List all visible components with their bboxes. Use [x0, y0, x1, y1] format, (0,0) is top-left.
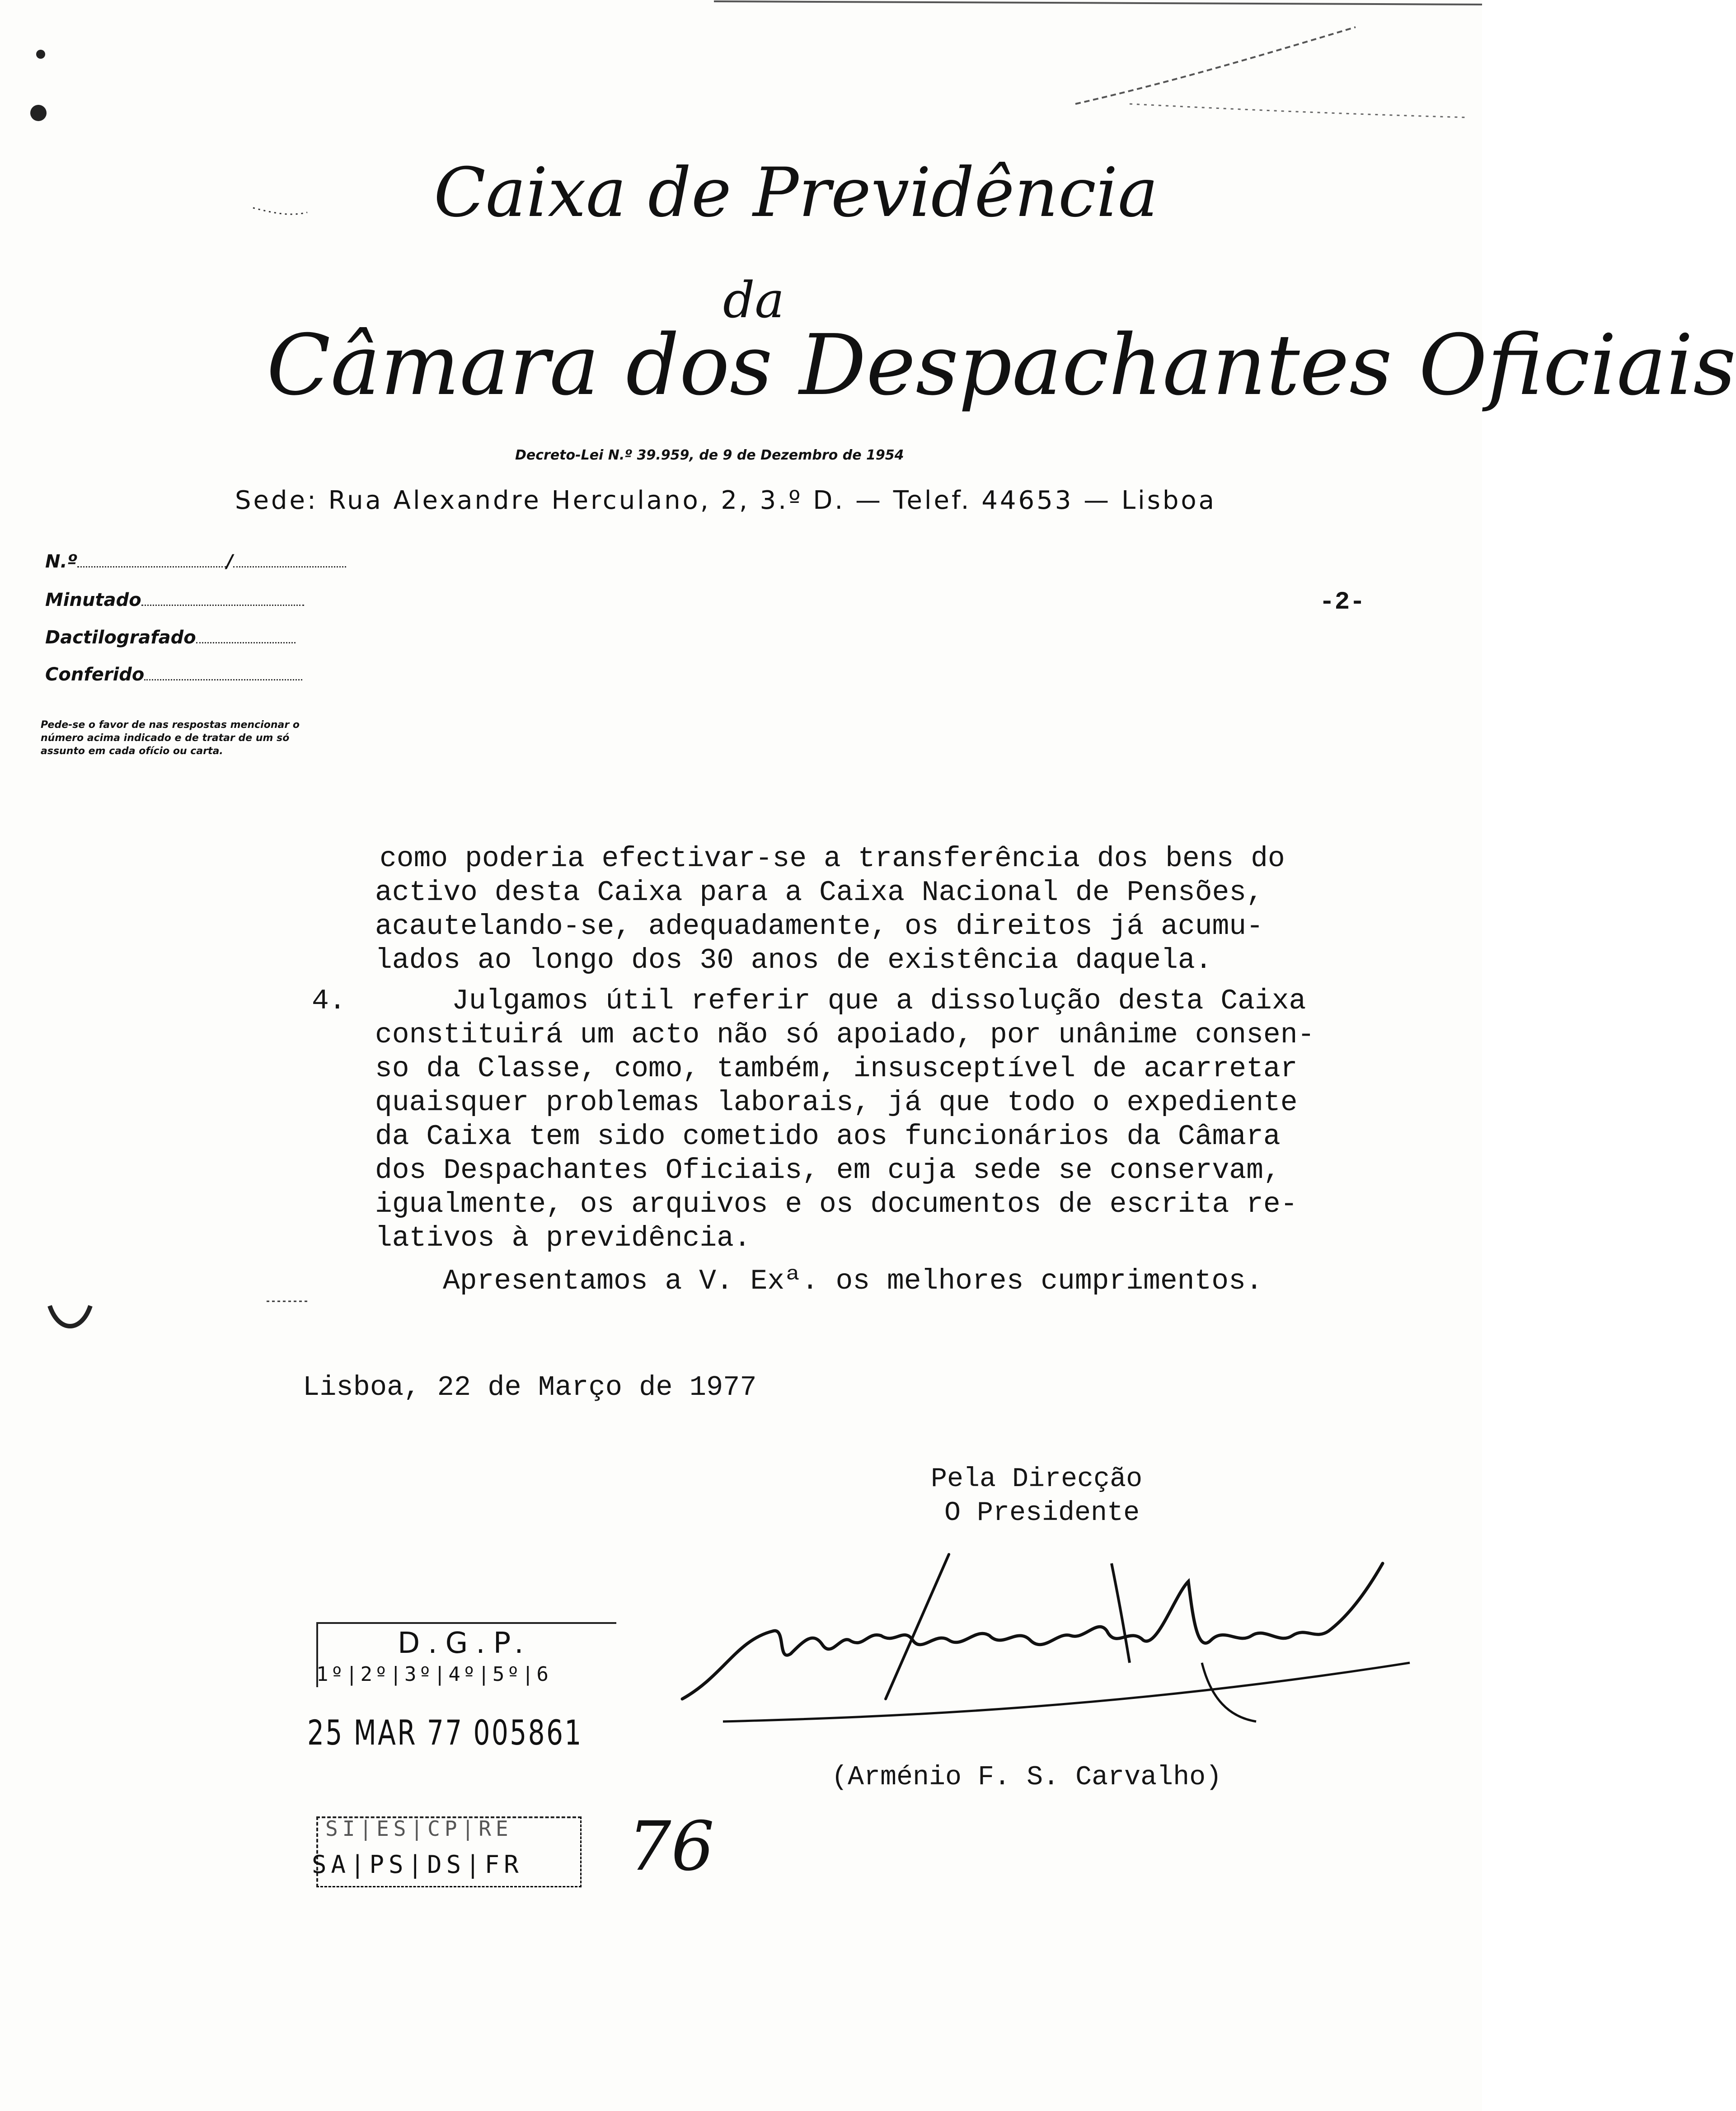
signer-name: (Arménio F. S. Carvalho)	[831, 1762, 1222, 1793]
ref-field-numero-label: N.º	[45, 551, 78, 572]
body-line: constituirá um acto não só apoiado, por unânime consen-	[375, 1019, 1315, 1051]
ref-field-conferido-label: Conferido	[45, 664, 145, 685]
page-number: -2-	[1319, 587, 1365, 616]
reply-instruction-note: Pede-se o favor de nas respostas mencionar o número acima indicado e de tratar de um só assunto em cada ofício ou carta.	[41, 719, 300, 757]
stamp-routing-top: SI|ES|CP|RE	[325, 1816, 513, 1841]
body-line: como poderia efectivar-se a transferência dos bens do	[380, 843, 1285, 875]
body-line: quaisquer problemas laborais, já que todo o expediente	[375, 1087, 1298, 1119]
closing-line: Apresentamos a V. Exª. os melhores cumprimentos.	[443, 1265, 1263, 1297]
body-line: dos Despachantes Oficiais, em cuja sede se conservam,	[375, 1154, 1281, 1187]
letterhead-title-line1: Caixa de Previdência	[434, 154, 1159, 232]
body-line: so da Classe, como, também, insusceptível de acarretar	[375, 1053, 1298, 1085]
letterhead-title-da: da	[723, 271, 784, 329]
signature-line-direction: Pela Direcção	[931, 1464, 1143, 1495]
letterhead-address: Sede: Rua Alexandre Herculano, 2, 3.º D. — Telef. 44653 — Lisboa	[235, 486, 1216, 515]
body-line: lados ao longo dos 30 anos de existência daquela.	[375, 944, 1212, 976]
body-line: activo desta Caixa para a Caixa Nacional de Pensões,	[375, 877, 1263, 909]
ref-field-minutado-label: Minutado	[45, 590, 141, 610]
body-line: lativos à previdência.	[375, 1222, 751, 1254]
ref-field-dactilografado-label: Dactilografado	[45, 627, 196, 648]
paragraph-number: 4.	[312, 985, 346, 1017]
body-line: igualmente, os arquivos e os documentos de escrita re-	[375, 1188, 1298, 1220]
body-line: acautelando-se, adequadamente, os direitos já acumu-	[375, 910, 1263, 943]
letterhead-title-line2: Câmara dos Despachantes Oficiais	[267, 316, 1736, 414]
stamp-received-date: 25 MAR 77 005861	[307, 1712, 583, 1753]
stamp-codes: 1º|2º|3º|4º|5º|6	[316, 1663, 551, 1686]
handwritten-note: 76	[628, 1807, 714, 1886]
decree-reference: Decreto-Lei N.º 39.959, de 9 de Dezembro de 1954	[515, 447, 904, 463]
letter-date: Lisboa, 22 de Março de 1977	[303, 1371, 757, 1403]
ref-field-numero: N.º /	[45, 551, 346, 572]
signature-line-president: O Presidente	[944, 1498, 1140, 1529]
body-line: Julgamos útil referir que a dissolução desta Caixa	[452, 985, 1306, 1017]
body-line: da Caixa tem sido cometido aos funcionários da Câmara	[375, 1121, 1281, 1153]
stamp-routing-codes: SA|PS|DS|FR	[312, 1850, 523, 1879]
stamp-title: D.G.P.	[398, 1627, 532, 1660]
